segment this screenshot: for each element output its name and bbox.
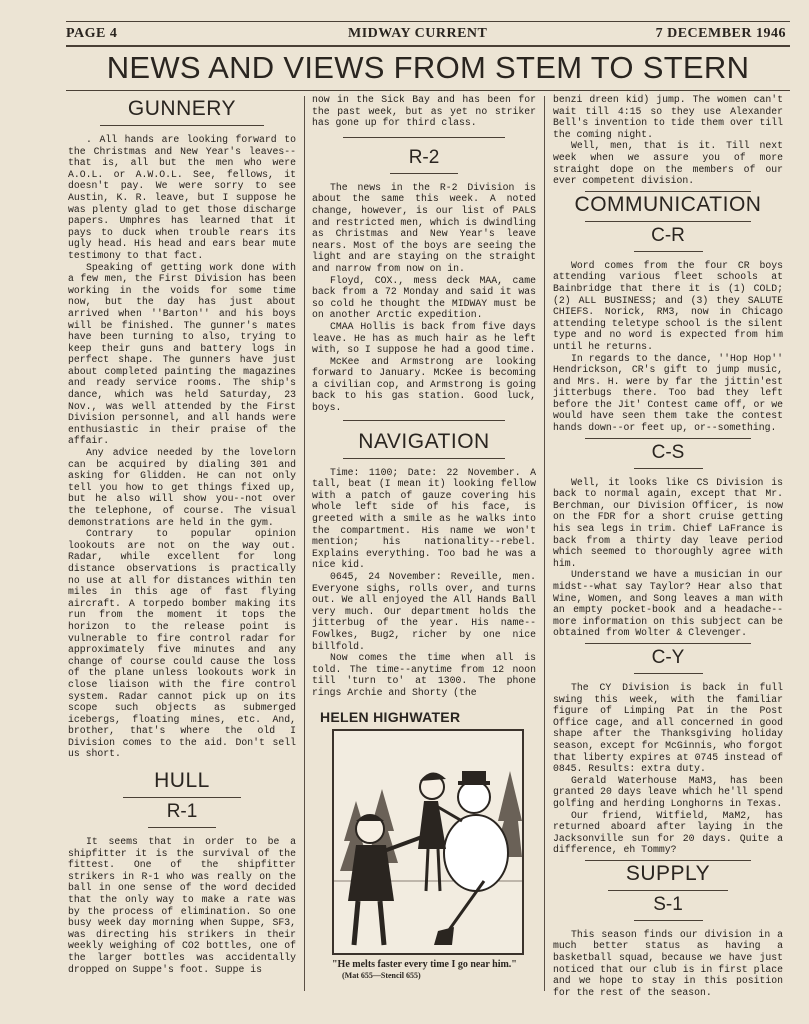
r2-paragraph: The news in the R-2 Division is about the same this week. A noted change, however, is our list of PALS and restricted men, which is dwindling as Christmas and New Year's leave nears. Most of the boys are seeing the light and are staying on the straight and narrow from now on in. — [312, 181, 536, 274]
gunnery-paragraph: Speaking of getting work done with a few men, the First Division has been working in the voids for some time now, but the day has just about arrived when ''Barton'' and his boys will be finished. The gunner's mates have been turning to also, trying to keep their guns and battery logs in perfect shape. The gunners have just about completed painting the magazines and ready service rooms. The ship's dance, which was held Saturday, 23 Nov., was well attended by the First Division personnel, and all hands were enthusiastic in their praise of the affair. — [68, 261, 296, 447]
hull-rule — [123, 797, 242, 798]
r2-paragraph: McKee and Armstrong are looking forward to January. McKee is becoming a civilian cop, and Armstrong is going back to his gas station. Good luck, boys. — [312, 355, 536, 414]
hull-paragraph: It seems that in order to be a shipfitter it is the survival of the fittest. One of the shipfitter strikers in R-1 who was really on the ball in one sense of the word decided that the only way to make a rate was by the process of elimination. So one busy week day morning when Suppe, SF3, was directing his strikers in their weekly weighing of CO2 bottles, one of the larger bottles was accidentally dropped on Suppe's foot. Suppe is — [68, 836, 296, 975]
navigation-closing: Well, men, that is it. Till next week when we assure you of more straight dope on the members of our ever competent division. — [553, 140, 783, 187]
snowman-head-icon — [458, 781, 490, 813]
column-1 — [68, 94, 296, 975]
gunnery-paragraph: . All hands are looking forward to the Christmas and New Year's leaves--that is, all but the men who were A.O.L. or A.W.O.L. See, fellows, it doesn't pay. We were sorry to see Austin, K. R. leave, but I suppose he was plenty glad to get those discharge papers. Umphres has learned that it pays to duck when trouble rears its ugly head. His head and ears bear mute testimony to that fact. — [68, 134, 296, 261]
communication-heading: COMMUNICATION — [574, 192, 762, 216]
supply-rule — [608, 890, 728, 891]
navigation-heading: NAVIGATION — [358, 429, 490, 453]
cr-subheading: C-R — [651, 224, 685, 246]
r1-rule — [148, 827, 216, 828]
cy-paragraph: Gerald Waterhouse MaM3, has been granted 20 days leave which he'll spend golfing and herding Longhorns in Texas. — [553, 774, 783, 809]
column-divider-2 — [544, 96, 545, 991]
communication-rule — [585, 221, 751, 222]
gunnery-paragraph: Any advice needed by the lovelorn can be acquired by dialing 301 and asking for Glidden. He can not only tell you how to get things fixed up, but he also will show you--not over the telephone, of course. The visual demonstrations are held in the gym. — [68, 447, 296, 528]
r2-top-rule — [343, 137, 504, 138]
s1-subheading: S-1 — [653, 893, 683, 915]
cy-top-rule — [585, 643, 751, 644]
comic-title: HELEN HIGHWATER — [320, 708, 461, 725]
navigation-top-rule — [343, 420, 504, 421]
r2-paragraph: Floyd, COX., mess deck MAA, came back from a 72 Monday and said it was so cold he thought the MIDWAY must be on another Arctic expedition. — [312, 274, 536, 321]
snowman-body-icon — [444, 815, 508, 891]
comic-caption-text: "He melts faster every time I go near him." — [332, 958, 517, 970]
r1-subheading: R-1 — [166, 801, 198, 823]
newspaper-name: MIDWAY CURRENT — [348, 26, 488, 41]
page-title: NEWS AND VIEWS FROM STEM TO STERN — [106, 50, 750, 85]
title-rule — [66, 90, 790, 91]
gunnery-paragraph: Contrary to popular opinion lookouts are not on the way out. Radar, while excellent for long distance observations is practically no use at all for distances within ten miles in this age of fast flying aircraft. A torpedo bomber making its run from the moment it tops the horizon to the release point is vulnerable to fire control radar for approximately five minutes and any change of course could cause the loss of the plane unless lookouts work in close liaison with the fire control system. Radar cannot pick up on its scope such objects as submerged icebergs, floating mines, etc. And, brother, that's where the old I Division comes to the aid. Don't sell us short. — [68, 528, 296, 760]
cs-top-rule — [585, 438, 751, 439]
continued-text: benzi dreen kid) jump. The women can't wait till 4:15 so they use Alexander Bell's invention to tide them over till the coming night. — [553, 94, 783, 140]
navigation-paragraph: Now comes the time when all is told. The time--anytime from 12 noon till 'turn to' at 1300. The phone rings Archie and Shorty (the — [312, 652, 536, 698]
cs-rule — [634, 468, 703, 469]
supply-heading: SUPPLY — [625, 861, 711, 885]
column-divider-1 — [304, 96, 305, 991]
cs-paragraph: Well, it looks like CS Division is back to normal again, except that Mr. Berchman, our Division Officer, is now on the FDR for a short cruise getting his sea legs in trim. Chief LaFrance is back from a thirty day leave period which seemed to thoroughly agree with him. — [553, 476, 783, 569]
shovel-icon — [434, 927, 454, 945]
masthead-top-rule — [66, 21, 790, 22]
navigation-paragraph: Time: 1100; Date: 22 November. A tall, beat (I mean it) looking fellow with a patch of gauze covering his whole left side of his face, is greeted with a smile as he walks into the compartment. His name we won't mention; his nationality--rebel. Explains everything. Too bad he was a nice kid. — [312, 466, 536, 571]
cs-subheading: C-S — [651, 441, 685, 463]
page-number: PAGE 4 — [66, 26, 118, 41]
issue-date: 7 DECEMBER 1946 — [655, 26, 786, 41]
s1-rule — [634, 920, 703, 921]
cs-paragraph: Understand we have a musician in our midst--what say Taylor? Hear also that Wine, Women, and Song leaves a man with an empty pocket-book and a headache--more information on this subject can be obtained from Wolter & Clevenger. — [553, 569, 783, 639]
comic-caption — [332, 959, 534, 981]
cy-paragraph: Our friend, Witfield, MaM2, has returned aboard after laying in the Jacksonville sun for 20 days. Quite a difference, eh Tommy? — [553, 809, 783, 856]
cr-rule — [634, 251, 703, 252]
masthead-bottom-rule — [66, 45, 790, 47]
gunnery-heading: GUNNERY — [127, 97, 237, 120]
cr-paragraph: In regards to the dance, ''Hop Hop'' Hendrickson, CR's gift to jump music, and Mrs. H. were by far the jittin'est jitterbugs there. Too bad they left before the Jit' Contest came off, or we would have seen them take the contest hands down--or feet up, or--something. — [553, 352, 783, 434]
supply-paragraph: This season finds our division in a much better status as having a basketball squad, because we have just noticed that our club is in first place and we hope to stay in this position for the rest of the season. — [553, 928, 783, 998]
navigation-paragraph: 0645, 24 November: Reveille, men. Everyone sighs, rolls over, and turns out. We all enjoyed the All Hands Ball very much. Our department holds the jitterbug of the year. His name--Fowlkes, Bug2, richer by one nice billfold. — [312, 571, 536, 652]
helen-highwater-comic — [312, 709, 534, 995]
r2-heading: R-2 — [408, 146, 440, 168]
r2-rule — [390, 173, 457, 174]
comic-credit: (Mat 655—Stencil 655) — [342, 970, 421, 980]
continued-text: now in the Sick Bay and has been for the past week, but as yet no striker has gone up for third class. — [312, 94, 536, 129]
cy-subheading: C-Y — [651, 646, 685, 668]
gunnery-rule — [100, 125, 264, 126]
navigation-rule — [343, 458, 504, 459]
hull-heading: HULL — [154, 769, 210, 793]
comic-panel — [332, 729, 524, 955]
column-2 — [312, 94, 536, 995]
comic-illustration — [334, 731, 522, 953]
masthead — [66, 26, 790, 44]
cy-paragraph: The CY Division is back in full swing this week, with the familiar figure of Limping Pat in the Post Office cage, and all concerned in good shape after the Thanksgiving holiday season, except for McGinnis, who forgot that liberty expires at 0745 instead of 0845. Results: extra duty. — [553, 681, 783, 775]
cr-paragraph: Word comes from the four CR boys attending various fleet schools at Bainbridge that there it is (1) COLD; (2) ALL BUSINESS; and (3) they SALUTE CHIEFS. Norick, RM3, now in Chicago attending teletype school is the silent type and no word is expected from him until he returns. — [553, 259, 783, 352]
r2-paragraph: CMAA Hollis is back from five days leave. He has as much hair as he left with, so I suppose he had a good time. — [312, 320, 536, 356]
cy-rule — [634, 673, 703, 674]
column-3 — [553, 94, 783, 998]
